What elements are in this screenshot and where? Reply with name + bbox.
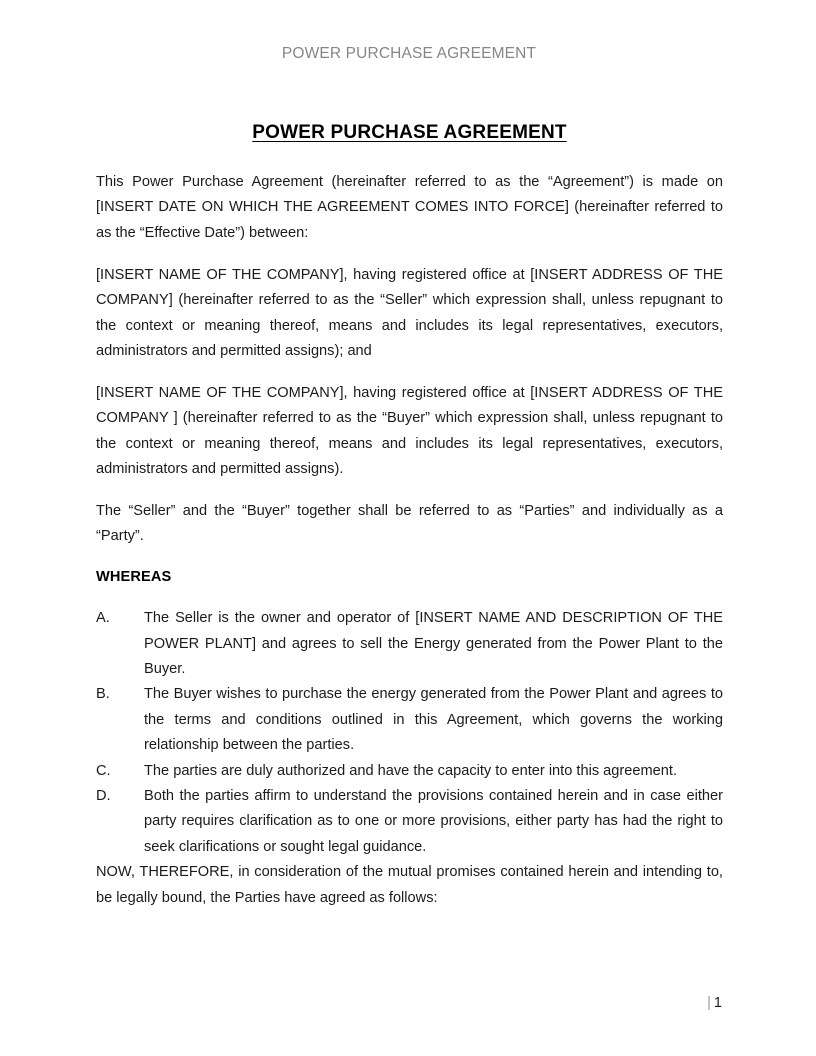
page-number: 1 (713, 995, 722, 1011)
whereas-clause-list (96, 606, 723, 860)
footer-separator: | (707, 995, 711, 1011)
list-item (96, 784, 723, 860)
paragraph-parties-definition: The “Seller” and the “Buyer” together shall be referred to as “Parties” and individually as a “Party”. (96, 502, 723, 545)
paragraph-seller-party: [INSERT NAME OF THE COMPANY], having registered office at [INSERT ADDRESS OF THE COMPANY] (hereinafter referred to as the “Seller” which expression shall, unless repugnant to the context or meaning thereof, means and includes its legal representatives, executors, administrators and permitted assigns); and (96, 266, 723, 359)
document-body (96, 122, 723, 928)
list-item (96, 606, 723, 682)
clause-marker: B. (96, 686, 110, 703)
paragraph-now-therefore: NOW, THEREFORE, in consideration of the mutual promises contained herein and intending to, be legally bound, the Parties have agreed as follows: (96, 864, 723, 906)
clause-text: The Buyer wishes to purchase the energy generated from the Power Plant and agrees to the terms and conditions outlined in this Agreement, which governs the working relationship between the parties. (144, 686, 723, 754)
running-header: POWER PURCHASE AGREEMENT (281, 45, 537, 62)
clause-text: Both the parties affirm to understand the provisions contained herein and in case either party requires clarification as to one or more provisions, either party has had the right to seek clarifications or sought legal guidance. (144, 788, 723, 855)
clause-marker: D. (96, 788, 111, 805)
clause-text: The Seller is the owner and operator of [INSERT NAME AND DESCRIPTION OF THE POWER PLANT] and agrees to sell the Energy generated from the Power Plant to the Buyer. (144, 610, 723, 677)
clause-marker: C. (96, 762, 111, 779)
list-item (96, 759, 723, 784)
clause-text: The parties are duly authorized and have the capacity to enter into this agreement. (144, 762, 677, 779)
list-item (96, 682, 723, 758)
page-footer (96, 994, 722, 1012)
paragraph-recitals-intro: This Power Purchase Agreement (hereinafter referred to as the “Agreement”) is made on [INSERT DATE ON WHICH THE AGREEMENT COMES INTO FORCE] (hereinafter referred to as the “Effective Date”) between: (96, 174, 723, 241)
clause-marker: A. (96, 610, 110, 627)
paragraph-buyer-party: [INSERT NAME OF THE COMPANY], having registered office at [INSERT ADDRESS OF THE COMPANY ] (hereinafter referred to as the “Buyer” which expression shall, unless repugnant to the context or meaning thereof, means and includes its legal representatives, executors, administrators and permitted assigns). (96, 384, 723, 478)
whereas-heading: WHEREAS (96, 568, 172, 585)
page-title: POWER PURCHASE AGREEMENT (252, 122, 567, 143)
